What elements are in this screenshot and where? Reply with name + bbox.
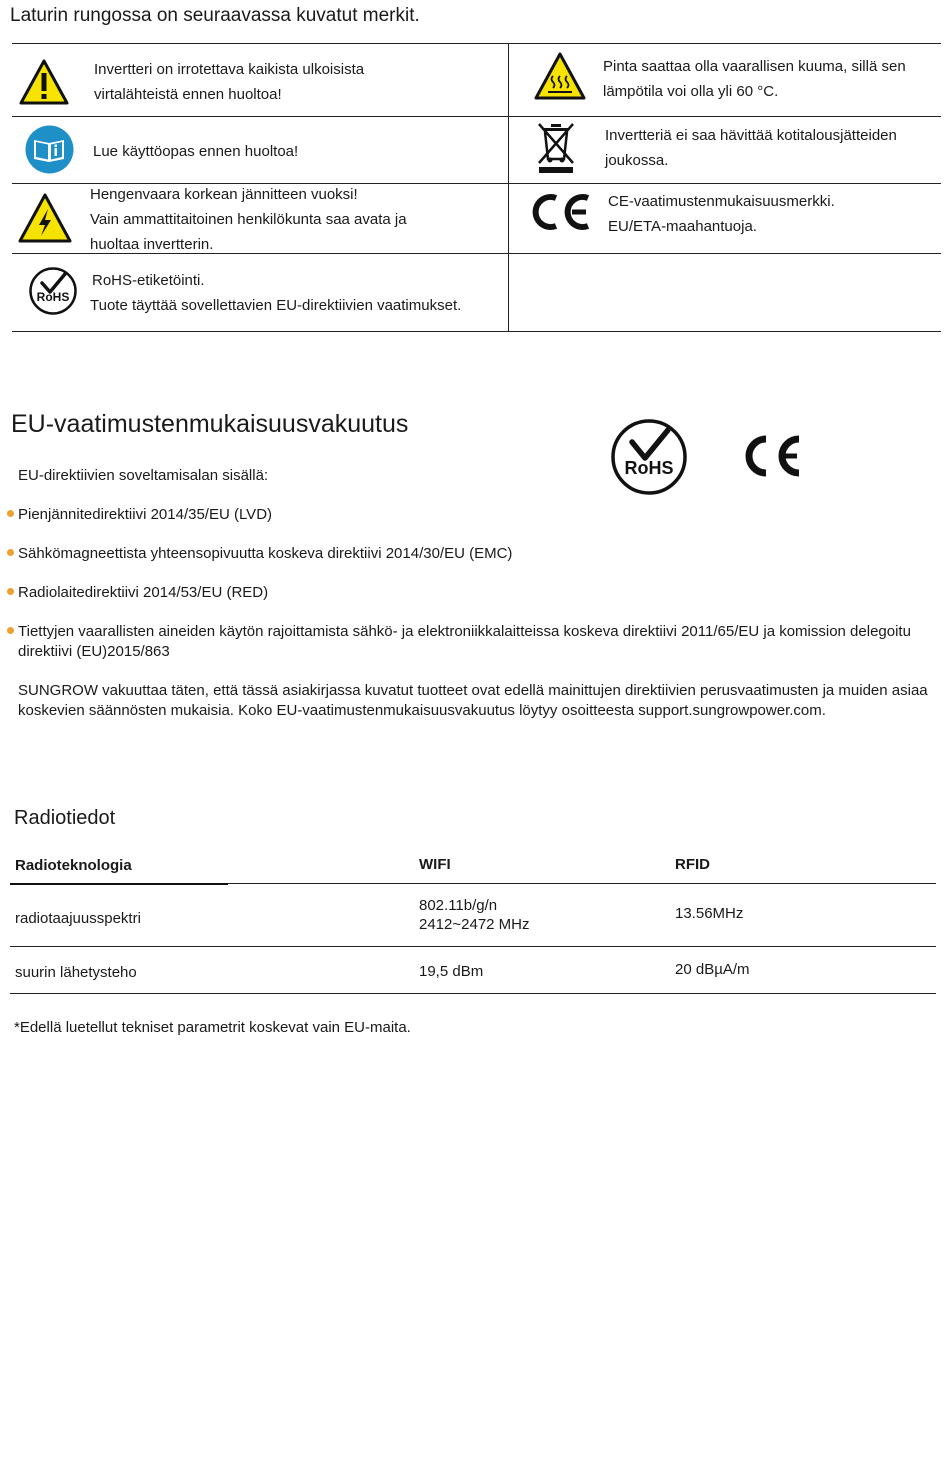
hot-surface-icon	[534, 52, 586, 100]
bullet-text: Pienjännitedirektiivi 2014/35/EU (LVD)	[18, 506, 273, 523]
symbol-line: lämpötila voi olla yli 60 °C.	[603, 83, 779, 100]
symbol-line: huoltaa invertterin.	[90, 236, 214, 253]
radio-cell-wifi	[419, 896, 530, 934]
eu-title: EU-vaatimustenmukaisuusvakuutus	[11, 410, 409, 438]
eu-declaration: SUNGROW vakuuttaa täten, että tässä asiakirjassa kuvatut tuotteet ovat edellä mainittujen direktiivien perusvaatimusten ja muiden asiaa koskevien säännösten mukaisia. Koko EU-vaatimustenmukaisuusvakuutus löytyy osoitteesta support.sungrowpower.com.	[18, 682, 928, 719]
symbol-text-warning	[94, 57, 364, 107]
symbol-text-high-voltage	[90, 182, 407, 257]
rohs-logo-label: RoHS	[624, 458, 674, 478]
rohs-logo-icon	[610, 418, 688, 496]
table-rule	[12, 43, 941, 44]
ce-mark-icon	[530, 192, 592, 232]
bullet-icon	[7, 549, 14, 556]
list-item	[7, 622, 937, 662]
bullet-text: Tiettyjen vaarallisten aineiden käytön rajoittamista sähkö- ja elektroniikkalaitteissa koskeva direktiivi 2011/65/EU ja komission delegoitu direktiivi (EU)2015/863	[18, 623, 911, 660]
ce-logo-icon	[738, 433, 802, 479]
symbol-line: Invertteriä ei saa hävittää kotitalousjätteiden	[605, 127, 897, 144]
radio-cell-wifi	[419, 962, 483, 981]
radio-header-tech: Radioteknologia	[15, 857, 132, 874]
symbol-text-rohs	[90, 268, 461, 318]
table-divider	[508, 43, 509, 332]
list-item	[7, 544, 937, 564]
list-item	[7, 505, 937, 525]
eu-scope: EU-direktiivien soveltamisalan sisällä:	[18, 467, 269, 484]
symbol-line: Hengenvaara korkean jännitteen vuoksi!	[90, 186, 358, 203]
symbol-line: CE-vaatimustenmukaisuusmerkki.	[608, 193, 835, 210]
rohs-icon	[28, 266, 78, 316]
symbol-text-bin	[605, 123, 897, 173]
radio-header-rfid: RFID	[675, 856, 710, 873]
symbol-line: Tuote täyttää sovellettavien EU-direktiivien vaatimukset.	[90, 297, 462, 314]
high-voltage-icon	[18, 193, 72, 243]
radio-cell-rfid: 13.56MHz	[675, 905, 744, 922]
table-rule	[12, 116, 941, 117]
table-rule	[10, 883, 228, 885]
crossed-bin-icon	[537, 121, 575, 175]
symbol-line: Pinta saattaa olla vaarallisen kuuma, sillä sen	[603, 58, 906, 75]
radio-cell-rfid: 20 dBµA/m	[675, 961, 750, 978]
bullet-text: Radiolaitedirektiivi 2014/53/EU (RED)	[18, 584, 269, 601]
rohs-icon-label: RoHS	[36, 290, 70, 304]
read-manual-icon	[25, 125, 74, 174]
radio-cell-line: 2412~2472 MHz	[419, 916, 530, 933]
radio-footnote: *Edellä luetellut tekniset parametrit koskevat vain EU-maita.	[14, 1019, 411, 1036]
radio-row-label: suurin lähetysteho	[15, 964, 137, 981]
table-rule	[10, 993, 936, 994]
bullet-icon	[7, 588, 14, 595]
radio-header-wifi: WIFI	[419, 856, 451, 873]
warning-triangle-icon	[19, 59, 69, 105]
symbol-line: Invertteri on irrotettava kaikista ulkoisista	[94, 61, 365, 78]
table-rule	[10, 946, 936, 947]
bullet-icon	[7, 627, 14, 634]
radio-row-label: radiotaajuusspektri	[15, 910, 141, 927]
symbols-heading: Laturin rungossa on seuraavassa kuvatut merkit.	[10, 5, 420, 26]
symbol-text-ce	[608, 189, 835, 239]
bullet-icon	[7, 510, 14, 517]
symbol-text-manual	[93, 139, 298, 164]
radio-title: Radiotiedot	[14, 807, 116, 829]
symbol-line: Vain ammattitaitoinen henkilökunta saa avata ja	[90, 211, 407, 228]
symbol-line: RoHS-etiketöinti.	[92, 272, 205, 289]
table-rule	[12, 331, 941, 332]
symbol-line: joukossa.	[605, 152, 669, 169]
radio-cell-line: 802.11b/g/n	[419, 897, 498, 914]
symbol-line: virtalähteistä ennen huoltoa!	[94, 86, 282, 103]
table-rule	[228, 883, 936, 884]
bullet-text: Sähkömagneettista yhteensopivuutta koskeva direktiivi 2014/30/EU (EMC)	[18, 545, 513, 562]
symbol-text-hot-surface	[603, 54, 906, 104]
radio-cell-line: 19,5 dBm	[419, 963, 484, 980]
symbol-line: Lue käyttöopas ennen huoltoa!	[93, 143, 299, 160]
symbol-line: EU/ETA-maahantuoja.	[608, 218, 757, 235]
list-item	[7, 583, 937, 603]
